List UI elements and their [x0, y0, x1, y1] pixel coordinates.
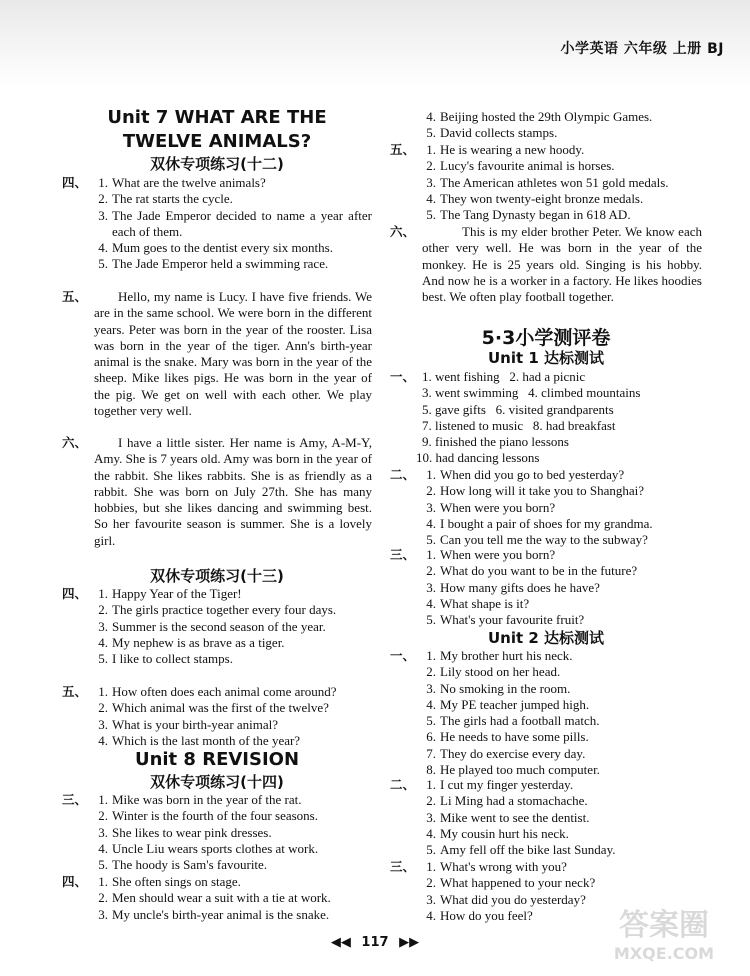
list-item: 4. My PE teacher jumped high.: [426, 696, 590, 712]
section-label: 五、: [62, 684, 88, 699]
book-header: 小学英语 六年级 上册 BJ: [560, 41, 724, 57]
list-item: 5. The Jade Emperor held a swimming race.: [98, 256, 329, 272]
section-13-4: [62, 586, 372, 667]
list-item: 6. He needs to have some pills.: [426, 729, 589, 745]
watermark-logo: 答案圈 MXQE.COM: [613, 908, 715, 963]
section-label: 四、: [62, 586, 88, 601]
list-item: 3. went swimming 4. climbed mountains: [422, 385, 641, 401]
list-item: 3. She likes to wear pink dresses.: [98, 824, 272, 840]
section-label: 四、: [62, 175, 88, 190]
section-u1-2: [390, 467, 702, 548]
section-label: 五、: [62, 289, 88, 304]
list-item: 3. My uncle's birth-year animal is the snake.: [98, 906, 330, 922]
section-label: 一、: [390, 648, 416, 663]
section-label: 三、: [390, 859, 416, 874]
list-item: 4. Beijing hosted the 29th Olympic Games.: [426, 109, 653, 124]
page-number: 117: [361, 935, 389, 950]
list-item: 4. Mum goes to the dentist every six months.: [98, 240, 333, 256]
section-label: 二、: [390, 467, 416, 482]
list-item: 3. No smoking in the room.: [426, 680, 571, 696]
list-item: 4. My nephew is as brave as a tiger.: [98, 634, 285, 650]
list-item: 4. What shape is it?: [426, 595, 530, 611]
list-item: 3. The Jade Emperor decided to name a year after each of them.: [98, 207, 372, 239]
list-item: 2. Which animal was the first of the twelve?: [98, 700, 329, 716]
practice-12-title: 双休专项练习(十二): [150, 155, 284, 173]
section-continued: [390, 109, 702, 142]
list-item: 5. The girls had a football match.: [426, 713, 600, 729]
list-item: 3. How many gifts does he have?: [426, 579, 600, 595]
section-12-5: [62, 289, 372, 419]
list-item: 1. Happy Year of the Tiger!: [98, 586, 242, 601]
section-13-5: [62, 684, 372, 749]
list-item: 3. What did you do yesterday?: [426, 891, 586, 907]
paragraph: I have a little sister. Her name is Amy, A-M-Y, Amy. She is 7 years old. Amy was born in the year of the rabbit. She likes rabbits. She is as friendly as a rabbit. She was born on July 27th. She has many hobbies, but she likes dancing and swimming best. So her favourite season is summer. She is a lovely girl.: [94, 435, 372, 548]
section-label: 四、: [62, 874, 88, 889]
list-item: 2. The rat starts the cycle.: [98, 191, 233, 207]
list-item: 5. Amy fell off the bike last Sunday.: [426, 842, 616, 858]
section-label: 一、: [390, 369, 416, 384]
prev-arrows-icon: ◀◀: [330, 935, 351, 950]
list-item: 3. The American athletes won 51 gold medals.: [426, 174, 669, 190]
list-item: 8. He played too much computer.: [426, 762, 600, 778]
section-label: 三、: [390, 547, 416, 562]
practice-13-title: 双休专项练习(十三): [150, 567, 284, 585]
list-item: 1. When did you go to bed yesterday?: [426, 467, 625, 482]
unit7-title-line1: Unit 7 WHAT ARE THE: [107, 107, 327, 128]
list-item: 2. Li Ming had a stomachache.: [426, 793, 588, 809]
list-item: 10. had dancing lessons: [416, 450, 540, 466]
list-item: 2. Lily stood on her head.: [426, 664, 561, 680]
list-item: 3. Mike went to see the dentist.: [426, 809, 590, 825]
list-item: 3. Summer is the second season of the year.: [98, 618, 326, 634]
list-item: 4. Uncle Liu wears sports clothes at work.: [98, 840, 319, 856]
section-14-4: [62, 874, 372, 923]
list-item: 2. What happened to your neck?: [426, 875, 596, 891]
list-item: 1. He is wearing a new hoody.: [426, 142, 585, 157]
unit2-test-title: Unit 2 达标测试: [487, 629, 605, 647]
list-item: 1. When were you born?: [426, 547, 556, 562]
list-item: 5. I like to collect stamps.: [98, 651, 233, 667]
section-12-4: [62, 175, 372, 273]
section-r-6: [390, 224, 702, 305]
section-label: 三、: [62, 792, 88, 807]
unit1-test-title: Unit 1 达标测试: [487, 349, 605, 367]
list-item: 2. The girls practice together every four days.: [98, 602, 337, 618]
section-label: 二、: [390, 777, 416, 792]
unit7-title-line2: TWELVE ANIMALS?: [122, 131, 312, 152]
unit8-title: Unit 8 REVISION: [134, 749, 300, 770]
section-14-3: [62, 792, 372, 873]
list-item: 5. The hoody is Sam's favourite.: [98, 857, 268, 873]
list-item: 1. What are the twelve animals?: [98, 175, 266, 190]
paragraph: This is my elder brother Peter. We know each other very well. He was born in the year of the monkey. He is 25 years old. Singing is his hobby. And now he is a worker in a factory. He likes hoodies best. We often play football together.: [422, 224, 702, 305]
list-item: 5. gave gifts 6. visited grandparents: [422, 401, 614, 417]
list-item: 1. My brother hurt his neck.: [426, 648, 573, 663]
section-label: 六、: [62, 435, 88, 450]
list-item: 1. What's wrong with you?: [426, 859, 567, 874]
list-item: 2. Winter is the fourth of the four seasons.: [98, 808, 318, 824]
section-label: 六、: [390, 224, 416, 239]
list-item: 1. She often sings on stage.: [98, 874, 241, 889]
list-item: 3. What is your birth-year animal?: [98, 716, 279, 732]
list-item: 2. How long will it take you to Shanghai?: [426, 483, 645, 499]
practice-14-title: 双休专项练习(十四): [150, 773, 284, 791]
section-12-6: [62, 435, 372, 549]
section-r-5: [390, 142, 702, 223]
list-item: 1. Mike was born in the year of the rat.: [98, 792, 302, 807]
list-item: 3. When were you born?: [426, 499, 556, 515]
list-item: 4. My cousin hurt his neck.: [426, 825, 569, 841]
list-item: 5. Can you tell me the way to the subway?: [426, 532, 648, 548]
section-u2-1: [390, 648, 702, 778]
section-u2-2: [390, 777, 702, 858]
list-item: 4. I bought a pair of shoes for my grandma.: [426, 515, 653, 531]
section-u1-3: [390, 547, 702, 628]
test-title: 5·3小学测评卷: [481, 327, 611, 349]
list-item: 1. I cut my finger yesterday.: [426, 777, 574, 792]
list-item: 4. Which is the last month of the year?: [98, 732, 301, 748]
next-arrows-icon: ▶▶: [399, 935, 420, 950]
list-item: 1. went fishing 2. had a picnic: [422, 369, 586, 384]
list-item: 1. How often does each animal come around?: [98, 684, 337, 699]
section-u1-1: [390, 369, 702, 467]
list-item: 5. David collects stamps.: [426, 125, 558, 141]
list-item: 9. finished the piano lessons: [422, 434, 569, 450]
list-item: 2. Lucy's favourite animal is horses.: [426, 158, 615, 174]
list-item: 7. listened to music 8. had breakfast: [422, 417, 616, 433]
list-item: 5. What's your favourite fruit?: [426, 612, 585, 628]
list-item: 4. How do you feel?: [426, 907, 533, 923]
list-item: 2. Men should wear a suit with a tie at work.: [98, 890, 331, 906]
list-item: 4. They won twenty-eight bronze medals.: [426, 190, 644, 206]
paragraph: Hello, my name is Lucy. I have five friends. We are in the same school. We were born in the different years. Peter was born in the year of the rooster. Lisa was born in the year of the tiger. Ann's birth-year animal is the snake. Mary was born in the year of the sheep. Mike likes pigs. He was born in the year of the pig. We get on well with each other. We play together very well.: [94, 289, 372, 419]
list-item: 2. What do you want to be in the future?: [426, 563, 638, 579]
list-item: 7. They do exercise every day.: [426, 745, 586, 761]
list-item: 5. The Tang Dynasty began in 618 AD.: [426, 207, 631, 223]
section-label: 五、: [390, 142, 416, 157]
